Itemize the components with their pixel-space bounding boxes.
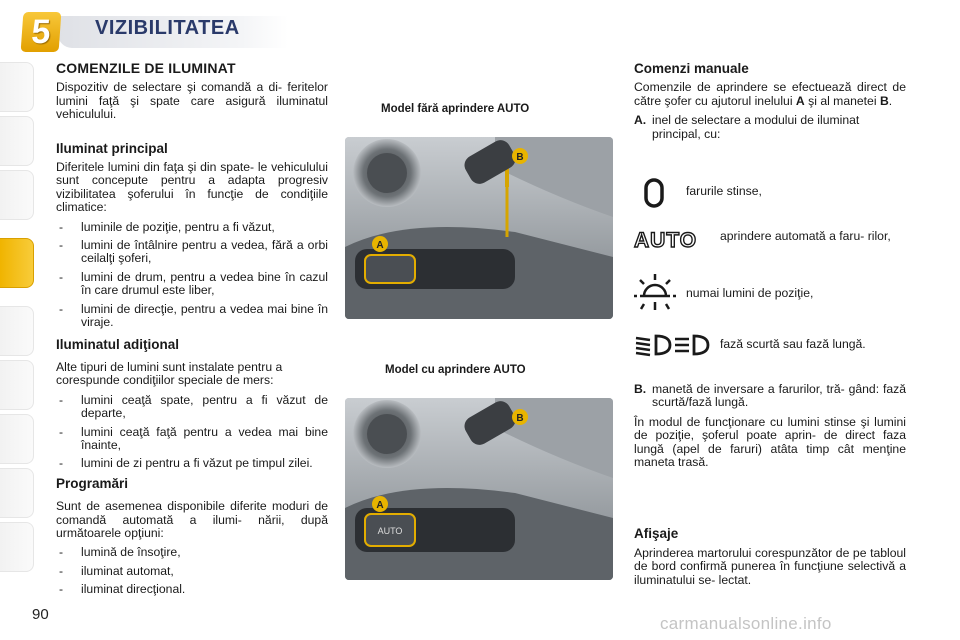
right-column — [634, 62, 906, 141]
stalk-photo-auto — [345, 398, 613, 580]
low-high-beam-icon — [634, 332, 710, 358]
principal-list — [56, 221, 328, 330]
stalk-illustration-manual — [345, 137, 613, 319]
chapter-badge: 5 — [21, 12, 62, 52]
intro-part: şi al manetei — [808, 93, 877, 108]
principal-title: Iluminat principal — [56, 140, 168, 156]
icon-text: aprindere automată a faru- rilor, — [720, 229, 891, 243]
manual-intro — [634, 81, 906, 108]
caption-bottom: Model cu aprindere AUTO — [385, 364, 526, 376]
list-item: - lumini ceaţă spate, pentru a fi văzut de departe, — [56, 394, 328, 421]
aditional-title: Iluminatul adiţional — [56, 336, 180, 352]
afisaje-title: Afişaje — [634, 526, 679, 542]
a-text: inel de selectare a modului de iluminat principal, cu: — [652, 113, 860, 141]
list-item: - lumină de însoţire, — [56, 546, 328, 559]
list-item: - luminile de poziţie, pentru a fi văzut, — [56, 221, 328, 234]
intro-part: Comenzile de aprindere se efectuează direct de către şofer cu ajutorul inelului — [634, 80, 906, 108]
left-column — [56, 62, 328, 602]
icon-row-beam — [634, 332, 866, 358]
right-column-lower — [634, 383, 906, 587]
side-tab-8[interactable] — [0, 468, 34, 518]
side-tab-7[interactable] — [0, 414, 34, 464]
b-description — [634, 383, 906, 410]
intro-part: . — [888, 93, 893, 108]
programari-list — [56, 546, 328, 596]
intro-key-a: A — [795, 93, 805, 108]
b-text: manetă de inversare a farurilor, tră- gând: fază scurtă/fază lungă. — [652, 382, 906, 410]
label-b: B — [516, 152, 524, 163]
list-item: - iluminat direcţional. — [56, 583, 328, 596]
label-a: A — [376, 240, 384, 251]
principal-text: Diferitele lumini din faţa şi din spate- le vehiculului sunt concepute pentru a adapta progresiv vizibilitatea şoferului în funcţie de condiţiile climatice: — [56, 160, 328, 215]
side-tab-4-active[interactable] — [0, 238, 34, 288]
a-label: A. — [634, 113, 647, 128]
position-note: În modul de funcţionare cu lumini stinse şi lumini de poziţie, şoferul poate aprin- de direct faza lungă (apel de faruri) atâta timp cât menţine maneta trasă. — [634, 414, 906, 470]
icon-text: numai lumini de poziţie, — [686, 286, 814, 300]
programari-text: Sunt de asemenea disponibile diferite moduri de comandă automată a ilumi- nării, după următoarele opţiuni: — [56, 499, 328, 540]
page-number: 90 — [32, 606, 49, 623]
list-item: - lumini de zi pentru a fi văzut pe timpul zilei. — [56, 457, 328, 470]
list-item: - lumini ceaţă faţă pentru a vedea mai bine înainte, — [56, 426, 328, 453]
list-item: - lumini de întâlnire pentru a vedea, fără a orbi ceilalţi şoferi, — [56, 239, 328, 266]
manual-title: Comenzi manuale — [634, 61, 749, 76]
intro-key-b: B — [879, 93, 889, 108]
label-a: A — [376, 500, 384, 511]
icon-text: fază scurtă sau fază lungă. — [720, 337, 866, 351]
side-tab-6[interactable] — [0, 360, 34, 410]
page-title: VIZIBILITATEA — [95, 17, 240, 39]
afisaje-text: Aprinderea martorului corespunzător de pe tabloul de bord confirmă punerea în funcţiune selectivă a iluminatului se- lectat. — [634, 545, 906, 587]
stalk-photo-manual — [345, 137, 613, 319]
list-item: - iluminat automat, — [56, 565, 328, 578]
icon-row-auto — [634, 230, 906, 252]
position-lights-icon — [634, 272, 676, 312]
main-title: COMENZILE DE ILUMINAT — [56, 60, 236, 76]
watermark: carmanualsonline.info — [660, 614, 832, 633]
icon-text: farurile stinse, — [686, 184, 762, 198]
icon-row-position — [634, 272, 813, 312]
side-tab-3[interactable] — [0, 170, 34, 220]
a-description — [634, 114, 906, 141]
label-b: B — [516, 413, 524, 424]
intro-text: Dispozitiv de selectare şi comandă a di- feritelor lumini faţă şi spate care asigură iluminatul vehiculului. — [56, 80, 328, 122]
icon-row-off — [634, 176, 762, 210]
off-ring-icon — [634, 176, 676, 210]
b-label: B. — [634, 382, 647, 396]
list-item: - lumini de drum, pentru a vedea bine în cazul în care drumul este liber, — [56, 271, 328, 298]
side-tab-5[interactable] — [0, 306, 34, 356]
auto-icon: AUTO — [634, 229, 698, 252]
auto-mark: AUTO — [377, 526, 403, 536]
side-tab-9[interactable] — [0, 522, 34, 572]
side-tab-1[interactable] — [0, 62, 34, 112]
aditional-list — [56, 394, 328, 471]
list-item: - lumini de direcţie, pentru a vedea mai bine în viraje. — [56, 303, 328, 330]
side-tab-2[interactable] — [0, 116, 34, 166]
aditional-text: Alte tipuri de lumini sunt instalate pentru a corespunde condiţiilor speciale de mers: — [56, 359, 283, 388]
stalk-illustration-auto — [345, 398, 613, 580]
programari-title: Programări — [56, 475, 129, 491]
caption-top: Model fără aprindere AUTO — [381, 103, 530, 115]
